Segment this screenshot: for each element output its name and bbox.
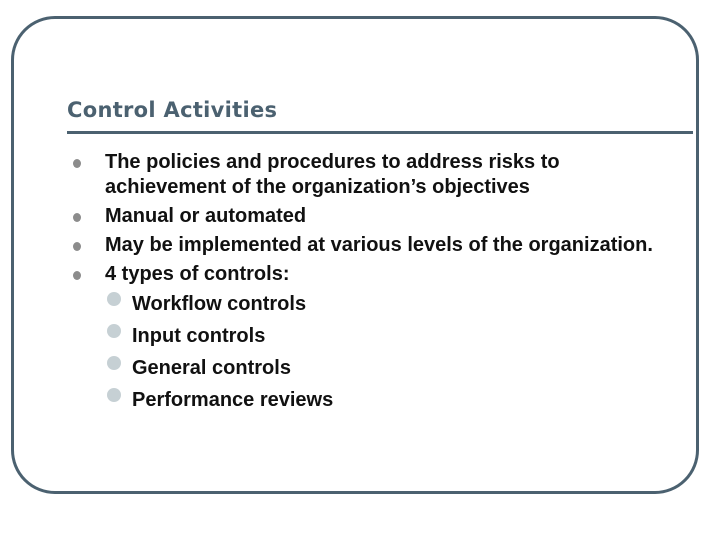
sub-bullet-text: Input controls — [132, 325, 266, 347]
sub-bullet-text: Performance reviews — [132, 389, 334, 411]
title-underline — [67, 131, 693, 134]
sub-bullet-text: General controls — [132, 357, 291, 379]
bullet-marker — [73, 271, 81, 280]
sub-bullet-text: Workflow controls — [132, 293, 307, 315]
sub-bullet-item — [105, 288, 665, 320]
sub-bullet-item — [105, 320, 665, 352]
sub-bullet-marker — [107, 356, 121, 370]
bullet-item — [0, 204, 665, 229]
bullet-text: The policies and procedures to address risks to achievement of the organization’s objectives — [105, 151, 560, 198]
bullet-item — [0, 233, 665, 258]
bullet-text: May be implemented at various levels of the organization. — [105, 234, 653, 256]
sub-bullet-list — [105, 288, 665, 416]
sub-bullet-marker — [107, 324, 121, 338]
bullet-text: Manual or automated — [105, 205, 307, 227]
slide-title: Control Activities — [67, 98, 278, 122]
bullet-text: 4 types of controls: — [105, 263, 290, 285]
bullet-marker — [73, 213, 81, 222]
bullet-item — [0, 262, 665, 416]
bullet-marker — [73, 159, 81, 168]
bullet-list — [0, 150, 665, 420]
sub-bullet-marker — [107, 388, 121, 402]
sub-bullet-item — [105, 352, 665, 384]
bullet-marker — [73, 242, 81, 251]
sub-bullet-item — [105, 384, 665, 416]
sub-bullet-marker — [107, 292, 121, 306]
bullet-item — [0, 150, 665, 200]
